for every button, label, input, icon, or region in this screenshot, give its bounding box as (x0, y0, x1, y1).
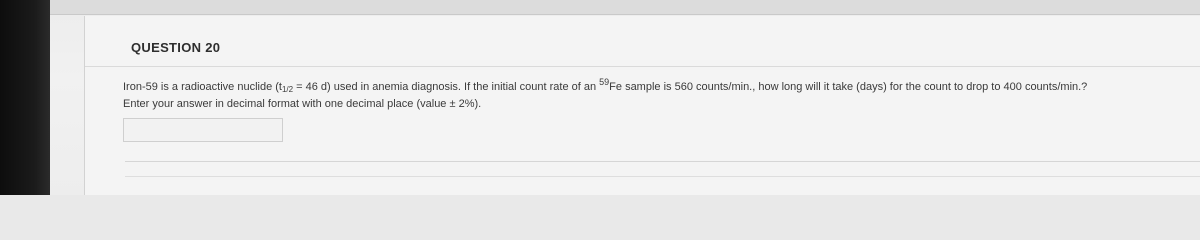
header-divider (85, 66, 1200, 67)
answer-instruction: Enter your answer in decimal format with one decimal place (value ± 2%). (123, 98, 482, 110)
question-text-part1: Iron-59 is a radioactive nuclide (t (123, 81, 282, 93)
answer-input[interactable] (123, 118, 283, 142)
question-text-part3: Fe sample is 560 counts/min., how long will it take (days) for the count to drop to 400 counts/min.? (609, 81, 1088, 93)
top-strip (50, 0, 1200, 15)
question-panel (84, 16, 1200, 195)
question-text (123, 77, 1087, 94)
half-life-subscript: 1/2 (281, 85, 294, 94)
lower-divider (125, 161, 1200, 162)
monitor-bezel (0, 0, 50, 195)
question-text-part2: = 46 d) used in anemia diagnosis. If the initial count rate of an (293, 81, 600, 93)
lower-divider-2 (125, 176, 1200, 177)
question-header: QUESTION 20 (131, 40, 221, 55)
isotope-superscript: 59 (599, 77, 610, 87)
